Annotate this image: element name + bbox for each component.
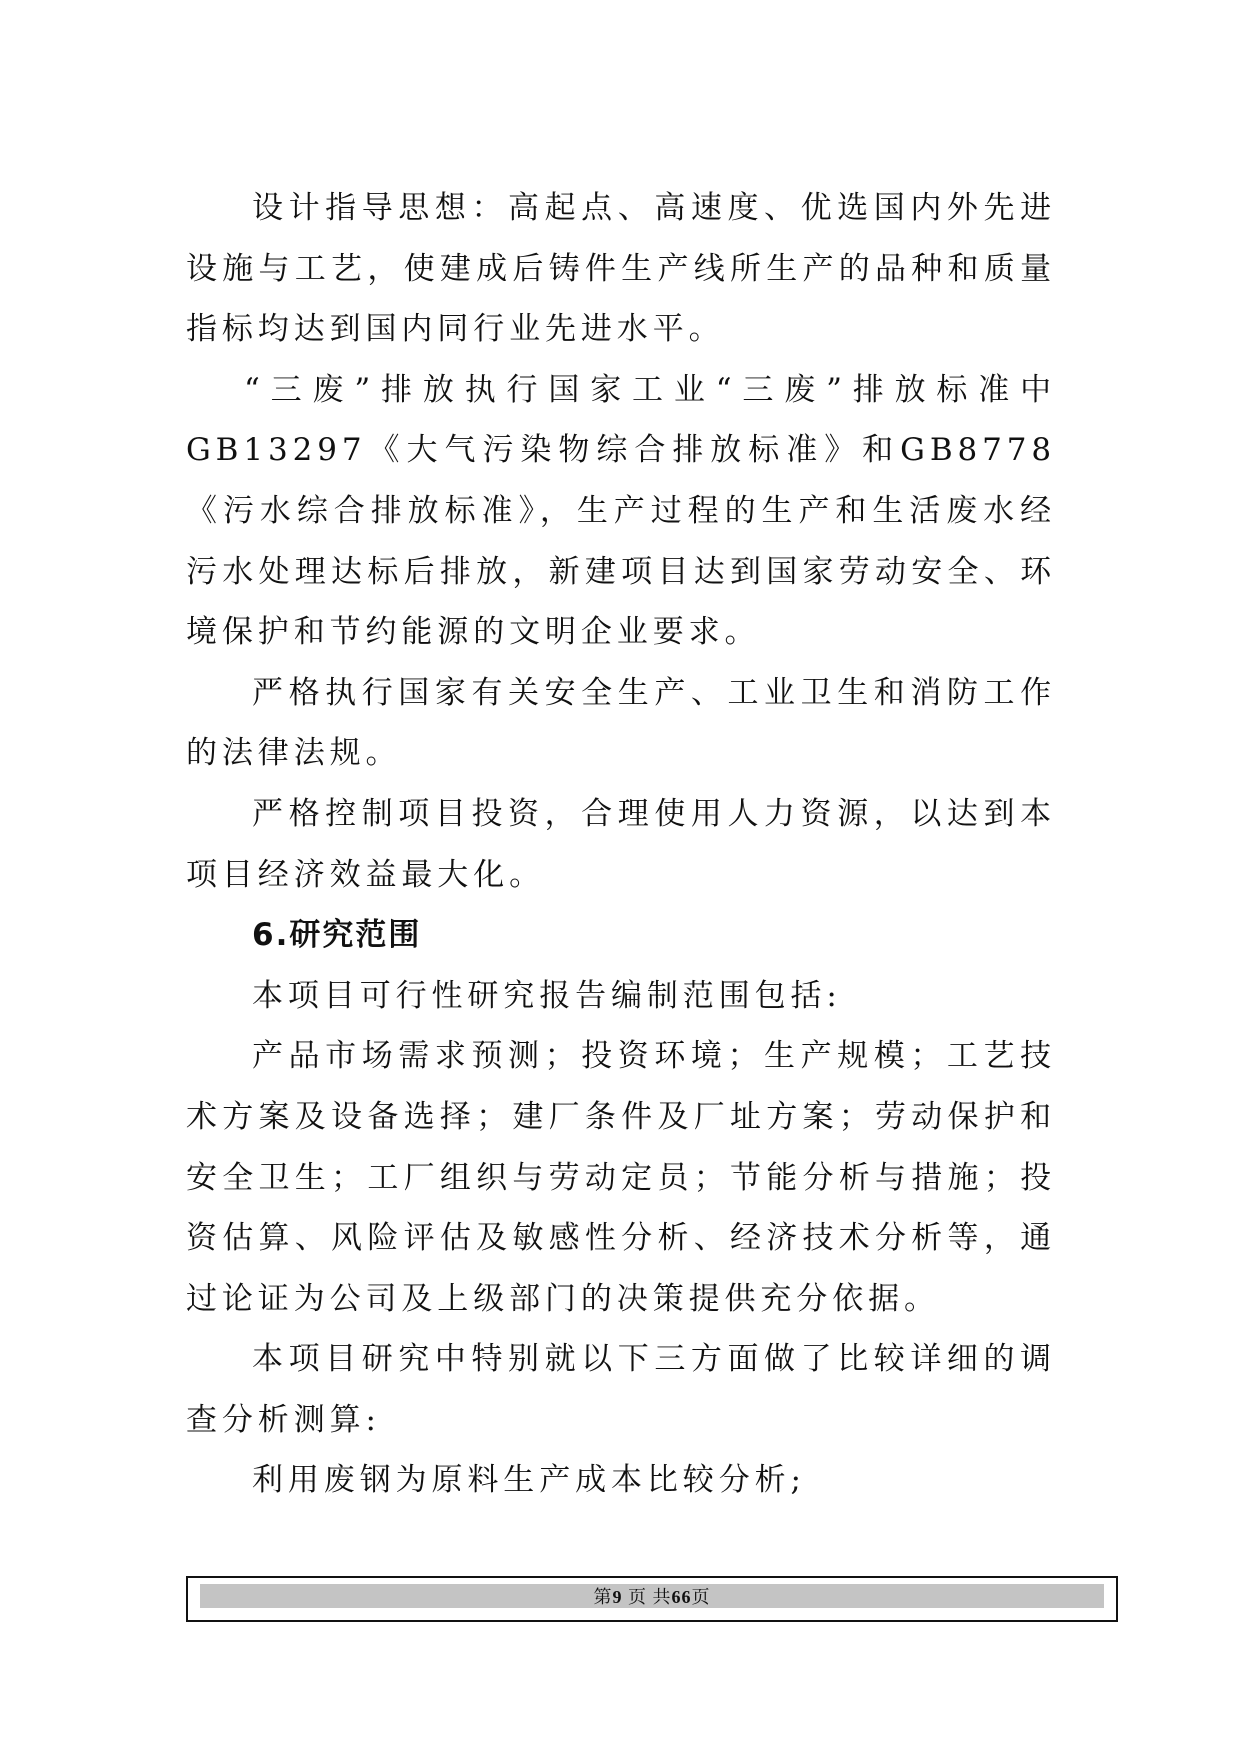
- page-middle: 页 共: [628, 1587, 672, 1607]
- section-heading: 6.研究范围: [252, 917, 422, 954]
- paragraph-detailed-analysis: 本项目研究中特别就以下三方面做了比较详细的调查分析测算:: [186, 1341, 1056, 1438]
- page-number: 9: [612, 1587, 623, 1607]
- paragraph-scope-list: 产品市场需求预测；投资环境；生产规模；工艺技术方案及设备选择；建厂条件及厂址方案；劳动保护和安全卫生；工厂组织与劳动定员；节能分析与措施；投资估算、风险评估及敏感性分析、经济技术分析等，通过论证为公司及上级部门的决策提供充分依据。: [186, 1038, 1056, 1317]
- paragraph-emission-standards: “三废”排放执行国家工业“三废”排放标准中GB13297《大气污染物综合排放标准》和GB8778《污水综合排放标准》，生产过程的生产和生活废水经污水处理达标后排放，新建项目达到国家劳动安全、环境保护和节约能源的文明企业要求。: [186, 371, 1056, 651]
- paragraph-design-guidance: 设计指导思想：高起点、高速度、优选国内外先进设施与工艺，使建成后铸件生产线所生产的品种和质量指标均达到国内同行业先进水平。: [186, 190, 1056, 348]
- page-body: [186, 178, 1056, 1511]
- paragraph-scope-intro: 本项目可行性研究报告编制范围包括:: [252, 977, 842, 1014]
- paragraph-safety-regulations: 严格执行国家有关安全生产、工业卫生和消防工作的法律法规。: [186, 674, 1056, 772]
- page-suffix: 页: [691, 1587, 711, 1607]
- total-pages: 66: [671, 1587, 692, 1607]
- page-indicator: [594, 1583, 711, 1609]
- page-footer: [186, 1576, 1118, 1622]
- footer-bar: [200, 1584, 1104, 1608]
- paragraph-scrap-steel: 利用废钢为原料生产成本比较分析;: [252, 1462, 806, 1499]
- paragraph-investment-control: 严格控制项目投资，合理使用人力资源，以达到本项目经济效益最大化。: [186, 795, 1056, 893]
- page-prefix: 第: [593, 1587, 613, 1607]
